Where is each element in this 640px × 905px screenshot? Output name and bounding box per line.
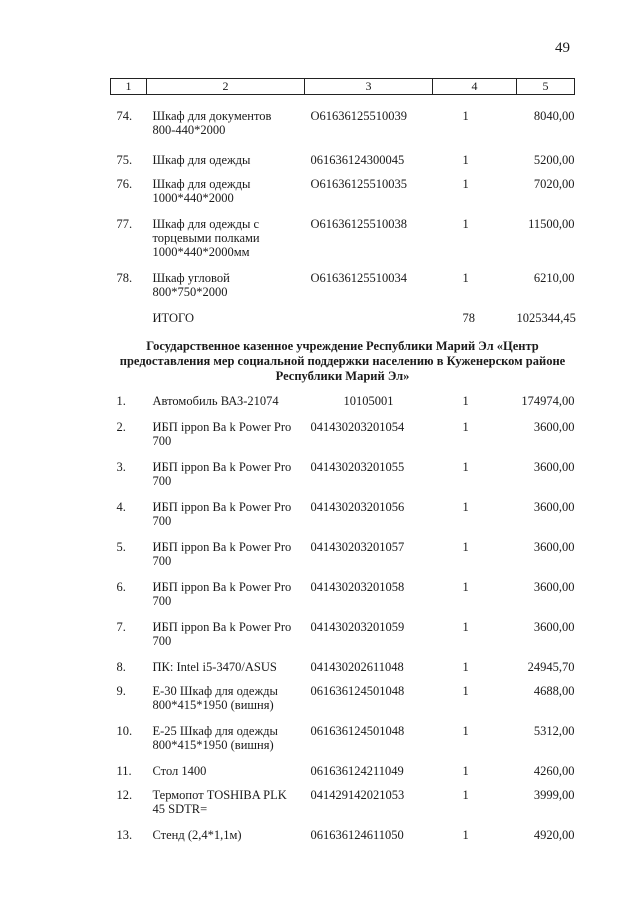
item-name-line: 700 [152,473,172,488]
table-row [111,177,575,217]
item-name [147,620,305,660]
table-row [111,271,575,311]
inventory-number: 041430203201055 [310,459,405,474]
row-number: 8. [116,659,126,674]
inventory-number: О61636125510034 [310,270,408,285]
amount: 4920,00 [533,827,575,842]
amount: 3600,00 [533,419,575,434]
item-name [147,217,305,271]
row-number: 77. [116,216,133,231]
table-row [111,580,575,620]
row-number: 5. [116,539,126,554]
item-name-line: 1000*440*2000мм [152,244,250,259]
table-row [111,724,575,764]
total-quantity: 78 [462,310,475,325]
quantity: 1 [462,683,469,698]
amount: 7020,00 [533,176,575,191]
item-name-line: Шкаф для одежды с [152,216,260,231]
inventory-number: 061636124211049 [310,763,404,778]
item-name-line: 700 [152,553,172,568]
inventory-number: О61636125510035 [310,176,408,191]
inventory-number: 061636124501048 [310,723,405,738]
quantity: 1 [462,216,469,231]
amount: 3600,00 [533,619,575,634]
item-name [147,109,305,153]
column-header: 2 [147,79,305,95]
amount: 4260,00 [533,763,575,778]
item-name-line: 700 [152,633,172,648]
quantity: 1 [462,787,469,802]
item-name-line: Стенд (2,4*1,1м) [152,827,242,842]
section-title [111,333,575,394]
table-row [111,394,575,420]
quantity: 1 [462,723,469,738]
page-number: 49 [555,40,570,56]
quantity: 1 [462,539,469,554]
item-name [147,153,305,177]
item-name-line: Е-25 Шкаф для одежды [152,723,278,738]
item-name [147,271,305,311]
row-number: 3. [116,459,126,474]
amount: 3999,00 [533,787,575,802]
amount: 3600,00 [533,579,575,594]
inventory-number: 061636124611050 [310,827,404,842]
amount: 5312,00 [533,723,575,738]
row-number: 12. [116,787,133,802]
item-name-line: Е-30 Шкаф для одежды [152,683,278,698]
table-row [111,540,575,580]
item-name [147,540,305,580]
inventory-number: 10105001 [343,393,394,408]
section-title-line: Республики Марий Эл» [275,368,410,383]
column-header: 1 [111,79,147,95]
total-blank [305,311,433,333]
table-row [111,764,575,788]
quantity: 1 [462,152,469,167]
amount: 24945,70 [527,659,575,674]
amount: 3600,00 [533,459,575,474]
row-number: 76. [116,176,133,191]
item-name-line: Шкаф угловой [152,270,230,285]
amount: 3600,00 [533,499,575,514]
quantity: 1 [462,499,469,514]
item-name-line: Шкаф для документов [152,108,272,123]
item-name [147,684,305,724]
item-name-line: 800-440*2000 [152,122,226,137]
item-name-line: 700 [152,513,172,528]
amount: 3600,00 [533,539,575,554]
total-label: ИТОГО [152,310,194,325]
item-name [147,580,305,620]
item-name [147,500,305,540]
quantity: 1 [462,459,469,474]
column-header: 4 [433,79,517,95]
quantity: 1 [462,763,469,778]
amount: 4688,00 [533,683,575,698]
table-row [111,109,575,153]
item-name-line: 700 [152,593,172,608]
row-number: 6. [116,579,126,594]
inventory-number: 061636124501048 [310,683,405,698]
item-name-line: ИБП ippon Ba k Power Pro [152,579,292,594]
item-name [147,177,305,217]
table-row [111,420,575,460]
column-header: 5 [517,79,575,95]
row-number: 4. [116,499,126,514]
row-number: 7. [116,619,126,634]
row-number: 13. [116,827,133,842]
inventory-number: 041429142021053 [310,787,405,802]
quantity: 1 [462,108,469,123]
table-row [111,460,575,500]
item-name-line: ИБП ippon Ba k Power Pro [152,499,292,514]
total-row [111,311,575,333]
table-row [111,153,575,177]
table-row [111,660,575,684]
amount: 6210,00 [533,270,575,285]
inventory-table [110,78,575,852]
inventory-number: 041430203201056 [310,499,405,514]
section-title-line: Государственное казенное учреждение Республики Марий Эл «Центр [146,338,539,353]
item-name-line: Автомобиль ВАЗ-21074 [152,393,279,408]
item-name-line: 800*415*1950 (вишня) [152,697,274,712]
item-name-line: ИБП ippon Ba k Power Pro [152,619,292,634]
amount: 174974,00 [521,393,575,408]
item-name-line: 800*415*1950 (вишня) [152,737,274,752]
item-name [147,460,305,500]
item-name [147,660,305,684]
inventory-number: 041430203201054 [310,419,405,434]
quantity: 1 [462,827,469,842]
table-row [111,500,575,540]
table-row [111,217,575,271]
item-name-line: торцевыми полками [152,230,260,245]
row-number: 9. [116,683,126,698]
row-number: 1. [116,393,126,408]
quantity: 1 [462,176,469,191]
header-row [111,79,575,95]
item-name [147,828,305,852]
quantity: 1 [462,393,469,408]
inventory-number: О61636125510038 [310,216,408,231]
quantity: 1 [462,270,469,285]
total-amount: 1025344,45 [516,310,576,325]
total-blank [111,311,147,333]
quantity: 1 [462,659,469,674]
item-name-line: ПК: Intel i5-3470/ASUS [152,659,277,674]
amount: 8040,00 [533,108,575,123]
inventory-number: 061636124300045 [310,152,405,167]
row-number: 11. [116,763,132,778]
item-name-line: ИБП ippon Ba k Power Pro [152,459,292,474]
quantity: 1 [462,579,469,594]
row-number: 74. [116,108,133,123]
inventory-number: О61636125510039 [310,108,408,123]
item-name-line: Шкаф для одежды [152,152,251,167]
row-number: 2. [116,419,126,434]
item-name [147,764,305,788]
amount: 5200,00 [533,152,575,167]
item-name [147,724,305,764]
item-name-line: 1000*440*2000 [152,190,234,205]
inventory-number: 041430203201058 [310,579,405,594]
item-name-line: 700 [152,433,172,448]
item-name [147,394,305,420]
table-row [111,828,575,852]
item-name-line: Термопот TOSHIBA PLK [152,787,287,802]
inventory-number: 041430203201059 [310,619,405,634]
item-name-line: ИБП ippon Ba k Power Pro [152,539,292,554]
item-name-line: 45 SDTR= [152,801,208,816]
row-number: 75. [116,152,133,167]
inventory-number: 041430203201057 [310,539,405,554]
table-row [111,620,575,660]
item-name-line: Шкаф для одежды [152,176,251,191]
column-header: 3 [305,79,433,95]
item-name [147,788,305,828]
amount: 11500,00 [528,216,575,231]
row-number: 10. [116,723,133,738]
row-number: 78. [116,270,133,285]
item-name [147,420,305,460]
section-title-line: предоставления мер социальной поддержки населению в Куженерском районе [119,353,566,368]
inventory-number: 041430202611048 [310,659,404,674]
quantity: 1 [462,419,469,434]
item-name-line: ИБП ippon Ba k Power Pro [152,419,292,434]
section-title-row [111,333,575,394]
item-name-line: 800*750*2000 [152,284,228,299]
table-row [111,684,575,724]
item-name-line: Стол 1400 [152,763,207,778]
spacer-row [111,95,575,109]
quantity: 1 [462,619,469,634]
table-row [111,788,575,828]
